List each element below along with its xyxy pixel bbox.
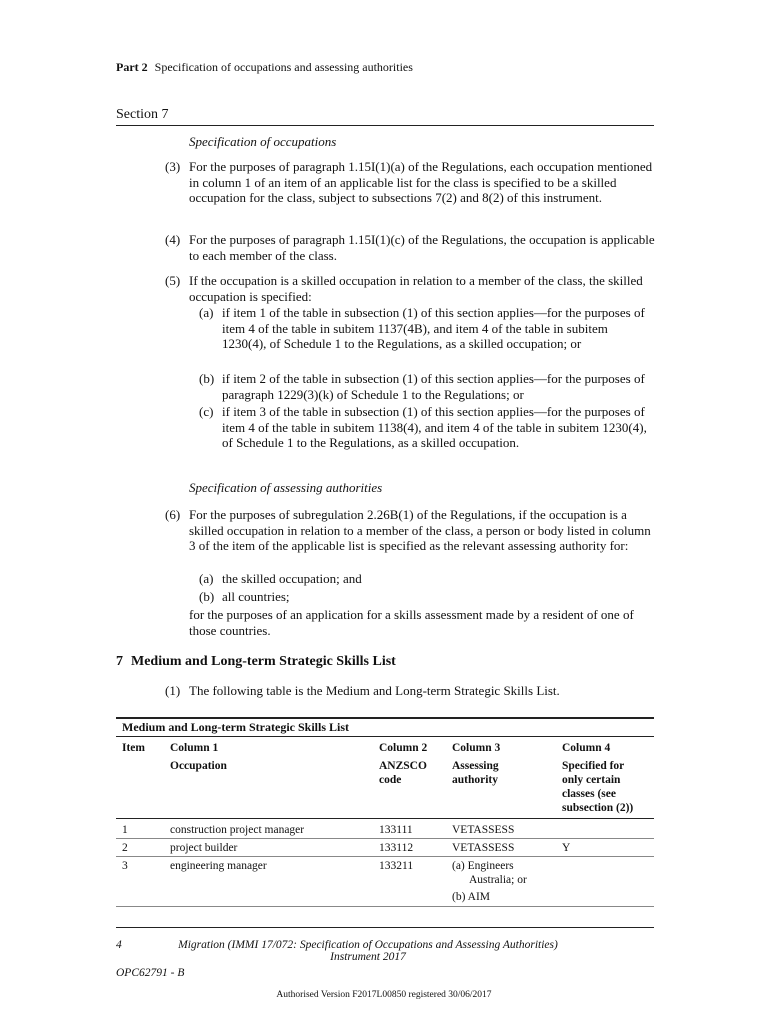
header-line: authority xyxy=(452,774,498,786)
cell-item: 1 xyxy=(122,824,128,836)
section7-paragraph-1 xyxy=(165,683,655,699)
table-caption-rule xyxy=(116,736,654,737)
footer-doc-id: OPC62791 - B xyxy=(116,967,185,979)
subparagraph-letter: (b) xyxy=(199,589,215,604)
header-rule xyxy=(116,125,654,126)
paragraph-text: For the purposes of paragraph 1.15I(1)(a) of the Regulations, each occupation mentioned in column 1 of an item of an applicable list for the class is specified to be a skilled occupation for the class, subject to subsections 7(2) and 8(2) of this instrument. xyxy=(189,159,653,206)
footer-page-number: 4 xyxy=(116,939,122,951)
part-label: Part 2 xyxy=(116,60,148,74)
cell-occupation: project builder xyxy=(170,842,238,854)
cell-code: 133211 xyxy=(379,860,414,872)
header-line: classes (see xyxy=(562,788,616,800)
cell-occupation: engineering manager xyxy=(170,860,267,872)
row-divider xyxy=(116,838,654,839)
paragraph-5b xyxy=(199,371,655,402)
cell-column-4: Y xyxy=(562,842,571,854)
paragraph-3 xyxy=(165,159,655,206)
paragraph-text: for the purposes of an application for a skills assessment made by a resident of one of those countries. xyxy=(189,607,634,638)
paragraph-6a xyxy=(199,571,655,587)
paragraph-number: (1) xyxy=(165,683,181,698)
table-header-rule xyxy=(116,818,654,819)
table-bottom-rule xyxy=(116,927,654,928)
header-line: only certain xyxy=(562,774,621,786)
table-top-rule xyxy=(116,717,654,719)
section-number: 7 xyxy=(116,654,123,669)
table-header-column-2 xyxy=(379,741,427,787)
section-heading xyxy=(116,654,396,670)
subparagraph-letter: (c) xyxy=(199,404,214,419)
paragraph-text: For the purposes of paragraph 1.15I(1)(c) of the Regulations, the occupation is applicable to each member of the class. xyxy=(189,232,655,263)
footer-title-line: Instrument 2017 xyxy=(330,951,406,963)
cell-authority: VETASSESS xyxy=(452,842,515,854)
subparagraph-letter: (a) xyxy=(199,571,214,586)
header-line: Column 3 xyxy=(452,742,501,754)
footer-title-line: Migration (IMMI 17/072: Specification of Occupations and Assessing Authorities) xyxy=(178,939,558,951)
cell-item: 3 xyxy=(122,860,128,872)
header-line: Occupation xyxy=(170,760,227,772)
paragraph-text: The following table is the Medium and Long-term Strategic Skills List. xyxy=(189,683,560,698)
cell-authority xyxy=(452,859,527,904)
subparagraph-letter: (b) xyxy=(199,371,215,386)
paragraph-6b xyxy=(199,589,655,605)
subparagraph-text: if item 1 of the table in subsection (1) of this section applies—for the purposes of item 4 of the table in subitem 1137(4B), and item 4 of the table in subitem 1230(4), of Schedule 1 to the Regulations, as a skilled occupation; or xyxy=(222,305,645,352)
subparagraph-text: all countries; xyxy=(222,589,290,604)
table-header-item: Item xyxy=(122,742,145,754)
authority-line: (a) Engineers xyxy=(452,860,514,872)
subparagraph-letter: (a) xyxy=(199,305,214,320)
paragraph-text: If the occupation is a skilled occupation in relation to a member of the class, the skilled occupation is specified: xyxy=(189,273,643,304)
header-line: code xyxy=(379,774,402,786)
paragraph-number: (3) xyxy=(165,159,181,174)
subheading-specification-of-occupations: Specification of occupations xyxy=(189,134,337,149)
subparagraph-text: if item 2 of the table in subsection (1) of this section applies—for the purposes of paragraph 1229(3)(k) of Schedule 1 to the Regulations; or xyxy=(222,371,645,402)
header-line: ANZSCO xyxy=(379,760,427,772)
paragraph-text: For the purposes of subregulation 2.26B(1) of the Regulations, if the occupation is a skilled occupation in relation to a member of the class, a person or body listed in column 3 of the item of the applicable list is specified as the relevant assessing authority for: xyxy=(189,507,651,554)
header-line: Column 2 xyxy=(379,742,428,754)
subparagraph-text: if item 3 of the table in subsection (1) of this section applies—for the purposes of item 4 of the table in subitem 1138(4), and item 4 of the table in subitem 1230(4), of Schedule 1 to the Regulations, as a skilled occupation. xyxy=(222,404,647,451)
subheading-specification-of-assessing-authorities: Specification of assessing authorities xyxy=(189,480,383,495)
cell-code: 133112 xyxy=(379,842,414,854)
paragraph-number: (4) xyxy=(165,232,181,247)
footer-title xyxy=(168,939,568,963)
header-line: Column 1 xyxy=(170,742,219,754)
authority-line: Australia; or xyxy=(469,874,527,886)
paragraph-5a xyxy=(199,305,655,352)
part-title: Specification of occupations and assessing authorities xyxy=(154,60,413,74)
table-caption: Medium and Long-term Strategic Skills List xyxy=(122,720,349,734)
subparagraph-text: the skilled occupation; and xyxy=(222,571,362,586)
header-line: Specified for xyxy=(562,760,625,772)
cell-authority: VETASSESS xyxy=(452,824,515,836)
cell-item: 2 xyxy=(122,842,128,854)
authorised-version: Authorised Version F2017L00850 registered 30/06/2017 xyxy=(276,990,492,1000)
row-divider xyxy=(116,856,654,857)
table-header-column-3 xyxy=(452,741,500,787)
table-header-column-4 xyxy=(562,741,633,815)
paragraph-number: (5) xyxy=(165,273,181,288)
section-label: Section 7 xyxy=(116,107,169,122)
row-divider xyxy=(116,906,654,907)
paragraph-6 xyxy=(165,507,655,554)
authority-line: (b) AIM xyxy=(452,891,491,903)
section-title: Medium and Long-term Strategic Skills List xyxy=(131,654,396,669)
header-line: Assessing xyxy=(452,760,499,772)
part-header xyxy=(116,60,413,75)
cell-occupation: construction project manager xyxy=(170,824,305,836)
cell-code: 133111 xyxy=(379,824,413,836)
header-line: subsection (2)) xyxy=(562,802,634,814)
paragraph-6-tail xyxy=(165,607,655,638)
paragraph-4 xyxy=(165,232,655,263)
table-header-column-1 xyxy=(170,741,227,773)
paragraph-number: (6) xyxy=(165,507,181,522)
header-line: Column 4 xyxy=(562,742,611,754)
paragraph-5 xyxy=(165,273,655,304)
paragraph-5c xyxy=(199,404,655,451)
